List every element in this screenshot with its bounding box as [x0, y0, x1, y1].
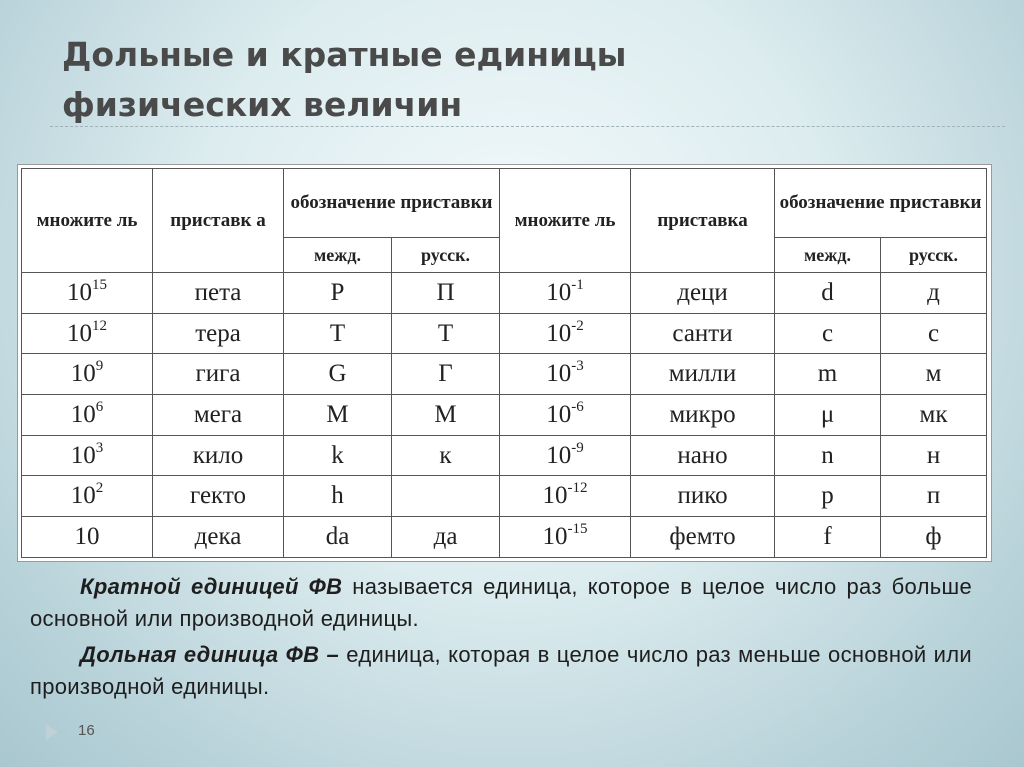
multiplier-right-cell	[500, 476, 631, 517]
multiplier-left-cell-exponent: 12	[92, 317, 107, 334]
multiplier-right-cell-exponent: -9	[571, 439, 584, 456]
rus-symbol-left-cell: П	[392, 273, 500, 314]
multiplier-right-cell-base: 10	[546, 278, 572, 306]
intl-symbol-right-cell: p	[775, 476, 881, 517]
rus-symbol-left-cell: к	[392, 435, 500, 476]
prefix-right-cell: нано	[631, 435, 775, 476]
multiplier-left-cell-exponent: 2	[95, 480, 104, 497]
multiplier-right-cell	[500, 354, 631, 395]
multiplier-left-cell-base: 10	[70, 360, 96, 388]
definition-multiple-term: Кратной единицей ФВ	[80, 574, 343, 599]
multiplier-right-cell-base: 10	[546, 319, 572, 347]
multiplier-left-cell	[22, 273, 153, 314]
multiplier-left-cell-exponent: 3	[95, 439, 104, 456]
definition-multiple-text: называется единица, которое в целое число раз больше основной или производной единицы.	[30, 574, 972, 631]
table-row	[22, 313, 987, 354]
multiplier-right-cell-base: 10	[542, 482, 568, 510]
intl-symbol-right-cell: f	[775, 517, 881, 558]
multiplier-left-cell	[22, 395, 153, 436]
table-row	[22, 435, 987, 476]
intl-symbol-left-cell: h	[284, 476, 392, 517]
prefix-table-frame	[17, 164, 992, 562]
multiplier-right-cell-exponent: -3	[571, 358, 584, 375]
slide-number: 16	[78, 722, 95, 739]
header-designation-right: обозначение приставки	[775, 169, 987, 238]
slide-title-line2: физических величин	[62, 85, 463, 124]
play-arrow-icon[interactable]	[46, 724, 58, 740]
definition-submultiple-text: единица, которая в целое число раз меньше основной или производной единицы.	[30, 642, 972, 699]
multiplier-right-cell	[500, 395, 631, 436]
rus-symbol-left-cell: Т	[392, 313, 500, 354]
multiplier-left-cell-exponent: 15	[92, 276, 107, 293]
multiplier-right-cell-base: 10	[546, 360, 572, 388]
multiplier-right-cell-exponent: -2	[571, 317, 584, 334]
prefix-left-cell: мега	[153, 395, 284, 436]
intl-symbol-left-cell: M	[284, 395, 392, 436]
definition-multiple-unit	[30, 571, 972, 635]
multiplier-left-cell-base: 10	[74, 522, 100, 550]
multiplier-left-cell	[22, 354, 153, 395]
prefix-right-cell: фемто	[631, 517, 775, 558]
header-rus-left: русск.	[392, 238, 500, 273]
prefix-right-cell: микро	[631, 395, 775, 436]
prefix-left-cell: пета	[153, 273, 284, 314]
multiplier-right-cell	[500, 273, 631, 314]
intl-symbol-right-cell: c	[775, 313, 881, 354]
multiplier-left-cell	[22, 313, 153, 354]
multiplier-left-cell-base: 10	[70, 400, 96, 428]
rus-symbol-left-cell: М	[392, 395, 500, 436]
header-prefix-left: приставк а	[153, 169, 284, 273]
table-row	[22, 354, 987, 395]
rus-symbol-right-cell: н	[881, 435, 987, 476]
title-divider	[50, 126, 1005, 127]
prefix-right-cell: пико	[631, 476, 775, 517]
multiplier-left-cell-base: 10	[67, 319, 92, 347]
rus-symbol-right-cell: п	[881, 476, 987, 517]
prefix-right-cell: милли	[631, 354, 775, 395]
header-intl-right: межд.	[775, 238, 881, 273]
intl-symbol-left-cell: k	[284, 435, 392, 476]
definition-submultiple-term: Дольная единица ФВ –	[80, 642, 340, 667]
prefix-left-cell: гига	[153, 354, 284, 395]
rus-symbol-left-cell: Г	[392, 354, 500, 395]
prefix-left-cell: кило	[153, 435, 284, 476]
header-multiplier-right: множите ль	[500, 169, 631, 273]
table-row	[22, 517, 987, 558]
table-row	[22, 476, 987, 517]
rus-symbol-left-cell	[392, 476, 500, 517]
multiplier-left-cell	[22, 517, 153, 558]
table-row	[22, 395, 987, 436]
multiplier-left-cell-base: 10	[70, 441, 96, 469]
header-rus-right: русск.	[881, 238, 987, 273]
table-header-row	[22, 169, 987, 238]
intl-symbol-right-cell: n	[775, 435, 881, 476]
multiplier-left-cell	[22, 435, 153, 476]
prefix-left-cell: тера	[153, 313, 284, 354]
intl-symbol-left-cell: T	[284, 313, 392, 354]
intl-symbol-left-cell: da	[284, 517, 392, 558]
multiplier-right-cell-base: 10	[546, 400, 572, 428]
multiplier-right-cell-base: 10	[542, 522, 568, 550]
rus-symbol-right-cell: м	[881, 354, 987, 395]
multiplier-right-cell-base: 10	[546, 441, 572, 469]
intl-symbol-right-cell: d	[775, 273, 881, 314]
multiplier-left-cell-exponent: 6	[95, 398, 104, 415]
definition-submultiple-unit	[30, 639, 972, 703]
multiplier-right-cell	[500, 435, 631, 476]
multiplier-right-cell-exponent: -1	[571, 276, 584, 293]
header-designation-left: обозначение приставки	[284, 169, 500, 238]
multiplier-right-cell-exponent: -15	[567, 520, 588, 537]
prefix-left-cell: дека	[153, 517, 284, 558]
multiplier-right-cell-exponent: -6	[571, 398, 584, 415]
rus-symbol-right-cell: ф	[881, 517, 987, 558]
rus-symbol-right-cell: мк	[881, 395, 987, 436]
prefix-right-cell: деци	[631, 273, 775, 314]
header-multiplier-left: множите ль	[22, 169, 153, 273]
multiplier-left-cell-base: 10	[67, 278, 92, 306]
multiplier-right-cell	[500, 313, 631, 354]
prefix-right-cell: санти	[631, 313, 775, 354]
multiplier-left-cell-base: 10	[70, 482, 96, 510]
rus-symbol-right-cell: д	[881, 273, 987, 314]
multiplier-right-cell-exponent: -12	[567, 480, 588, 497]
rus-symbol-right-cell: с	[881, 313, 987, 354]
slide-title-line1: Дольные и кратные единицы	[62, 35, 627, 74]
intl-symbol-right-cell: m	[775, 354, 881, 395]
rus-symbol-left-cell: да	[392, 517, 500, 558]
header-prefix-right: приставка	[631, 169, 775, 273]
multiplier-left-cell	[22, 476, 153, 517]
intl-symbol-right-cell: μ	[775, 395, 881, 436]
header-intl-left: межд.	[284, 238, 392, 273]
table-row	[22, 273, 987, 314]
prefix-table	[21, 168, 987, 558]
multiplier-left-cell-exponent: 9	[95, 358, 104, 375]
multiplier-right-cell	[500, 517, 631, 558]
slide-title	[62, 30, 962, 130]
intl-symbol-left-cell: G	[284, 354, 392, 395]
prefix-left-cell: гекто	[153, 476, 284, 517]
intl-symbol-left-cell: P	[284, 273, 392, 314]
